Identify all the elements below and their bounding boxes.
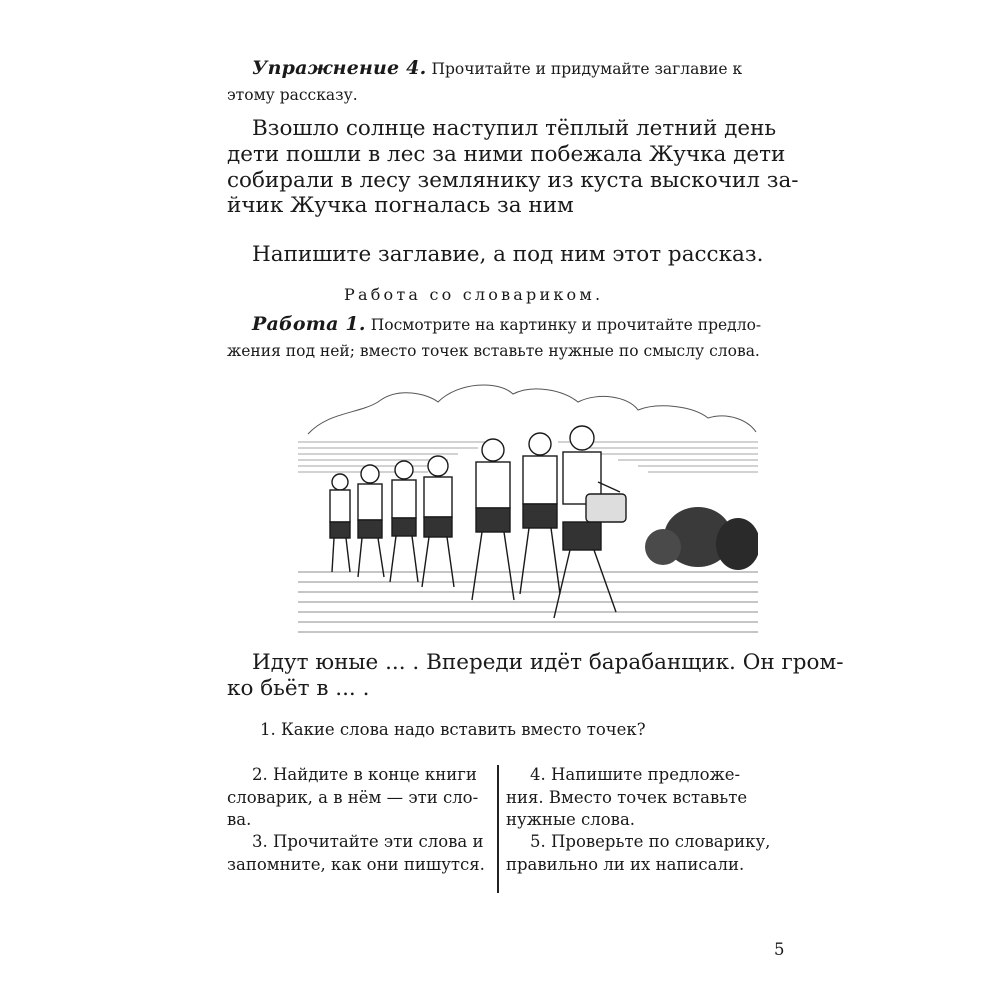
child-figure [390,461,418,582]
column-divider [497,765,499,893]
child-figure [520,433,560,594]
child-figure [422,456,454,587]
right-col-line-2: ния. Вместо точек вставьте [506,788,748,807]
page-number: 5 [774,940,785,959]
cloud-outline [308,385,756,434]
right-col-line-5: правильно ли их написали. [506,855,745,874]
pioneers-illustration [298,372,758,640]
exercise-4-instruction: Прочитайте и придумайте заглавие к [431,60,743,78]
story-line-2: дети пошли в лес за ними побежала Жучка дети [227,142,786,167]
child-figure [330,474,350,572]
exercise-4-task: Напишите заглавие, а под ним этот рассказ. [252,242,764,267]
sentence-line-2: ко бьёт в ... . [227,676,370,701]
story-line-3: собирали в лесу землянику из куста выскочил за- [227,168,799,193]
child-figure [358,465,384,577]
exercise-4-heading-line [252,57,742,79]
marching-children [330,426,626,618]
left-col-line-5: запомните, как они пишутся. [227,855,485,874]
question-1: 1. Какие слова надо вставить вместо точек? [260,720,646,739]
right-col-line-3: нужные слова. [506,810,636,829]
drummer-figure [554,426,626,618]
work-1-heading: Работа 1. [252,313,366,335]
exercise-4-instruction-cont: этому рассказу. [227,86,358,104]
right-col-line-4: 5. Проверьте по словарику, [530,832,771,851]
sentence-line-1: Идут юные ... . Впереди идёт барабанщик. Он гром- [252,650,844,675]
left-col-line-1: 2. Найдите в конце книги [252,765,477,784]
story-line-1: Взошло солнце наступил тёплый летний день [252,116,777,141]
left-col-line-2: словарик, а в нём — эти сло- [227,788,479,807]
work-1-heading-line [252,313,761,335]
right-col-line-1: 4. Напишите предложе- [530,765,741,784]
child-figure [472,439,514,600]
trees [645,507,758,570]
left-col-line-3: ва. [227,810,252,829]
work-1-instruction: Посмотрите на картинку и прочитайте предло- [370,316,762,334]
exercise-4-heading: Упражнение 4. [252,57,427,79]
drum-icon [586,494,626,522]
section-title: Работа со словариком. [344,285,604,304]
work-1-instruction-cont: жения под ней; вместо точек вставьте нужные по смыслу слова. [227,342,760,360]
ground-hatching [298,572,758,632]
left-col-line-4: 3. Прочитайте эти слова и [252,832,484,851]
story-line-4: йчик Жучка погналась за ним [227,193,574,218]
